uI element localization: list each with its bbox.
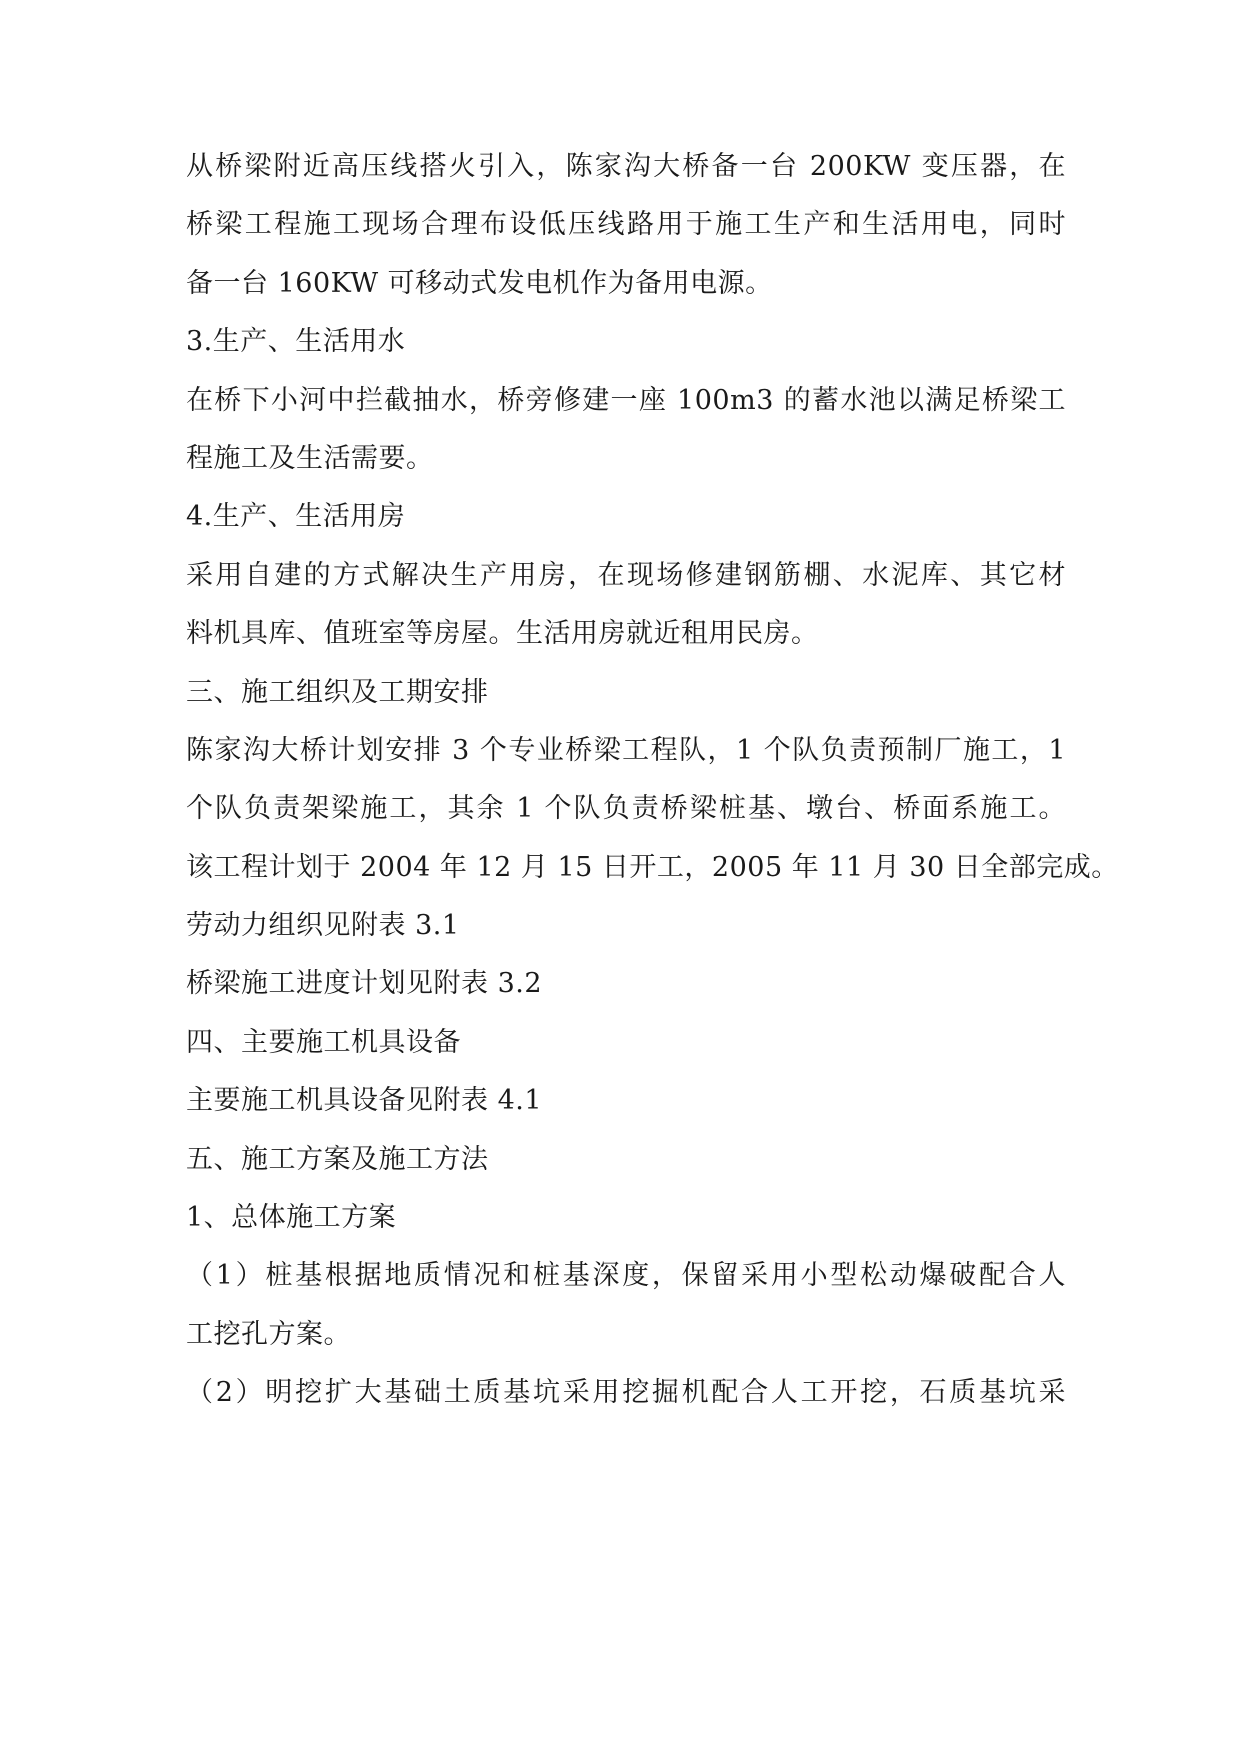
section-heading: 四、主要施工机具设备 xyxy=(186,1027,461,1058)
text-line: 从桥梁附近高压线搭火引入，陈家沟大桥备一台 200KW 变压器，在 xyxy=(186,151,1066,182)
text-line: 该工程计划于 2004 年 12 月 15 日开工，2005 年 11 月 30 日全部完成。 xyxy=(186,852,1119,883)
text-line: 陈家沟大桥计划安排 3 个专业桥梁工程队，1 个队负责预制厂施工，1 xyxy=(186,735,1066,766)
text-line: 在桥下小河中拦截抽水，桥旁修建一座 100m3 的蓄水池以满足桥梁工 xyxy=(186,385,1066,416)
text-line: 个队负责架梁施工，其余 1 个队负责桥梁桩基、墩台、桥面系施工。 xyxy=(186,793,1066,824)
text-line: （1）桩基根据地质情况和桩基深度，保留采用小型松动爆破配合人 xyxy=(186,1260,1066,1291)
text-line: 桥梁工程施工现场合理布设低压线路用于施工生产和生活用电，同时 xyxy=(186,209,1066,240)
section-heading: 3.生产、生活用水 xyxy=(186,326,406,357)
section-heading: 4.生产、生活用房 xyxy=(186,501,406,532)
text-line: 主要施工机具设备见附表 4.1 xyxy=(186,1085,543,1116)
section-heading: 三、施工组织及工期安排 xyxy=(186,677,489,708)
text-line: 备一台 160KW 可移动式发电机作为备用电源。 xyxy=(186,268,773,299)
text-line: （2）明挖扩大基础土质基坑采用挖掘机配合人工开挖，石质基坑采 xyxy=(186,1377,1066,1408)
text-line: 料机具库、值班室等房屋。生活用房就近租用民房。 xyxy=(186,618,819,649)
text-line: 劳动力组织见附表 3.1 xyxy=(186,910,460,941)
section-heading: 五、施工方案及施工方法 xyxy=(186,1144,489,1175)
section-heading: 1、总体施工方案 xyxy=(186,1202,397,1233)
text-line: 工挖孔方案。 xyxy=(186,1319,351,1350)
text-line: 采用自建的方式解决生产用房，在现场修建钢筋棚、水泥库、其它材 xyxy=(186,560,1066,591)
text-line: 桥梁施工进度计划见附表 3.2 xyxy=(186,968,543,999)
text-line: 程施工及生活需要。 xyxy=(186,443,434,474)
